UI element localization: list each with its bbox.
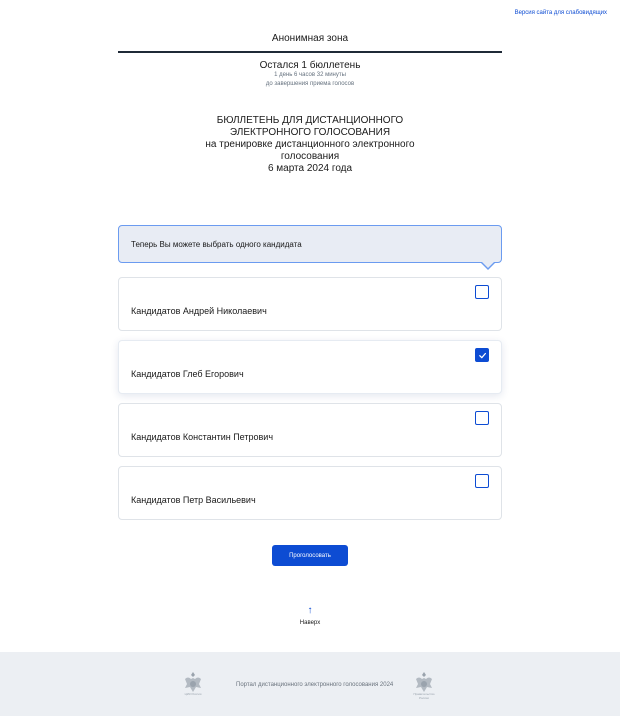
footer-text: Портал дистанционного электронного голосования 2024 [236, 682, 394, 688]
scroll-to-top-link[interactable] [290, 606, 330, 626]
candidate-option[interactable] [118, 340, 502, 394]
candidate-name: Кандидатов Константин Петрович [131, 432, 274, 442]
remaining-ballots-title: Остался 1 бюллетень [259, 60, 361, 71]
ballot-heading-line: ЭЛЕКТРОННОГО ГОЛОСОВАНИЯ [229, 127, 391, 138]
zone-divider [118, 51, 502, 53]
candidate-checkbox[interactable] [475, 474, 489, 488]
scroll-to-top-label: Наверх [299, 620, 321, 626]
footer [0, 652, 620, 716]
zone-title: Анонимная зона [271, 33, 349, 44]
candidate-checkbox[interactable] [475, 285, 489, 299]
ballot-heading-line: голосования [280, 151, 340, 162]
checkmark-icon [478, 351, 487, 360]
candidate-checkbox[interactable] [475, 411, 489, 425]
candidate-checkbox[interactable] [475, 348, 489, 362]
time-left-text: 1 день 6 часов 32 минуты [274, 72, 346, 78]
vote-button[interactable]: Проголосовать [272, 545, 348, 566]
candidate-option[interactable] [118, 277, 502, 331]
ballot-heading [118, 115, 502, 175]
candidate-name: Кандидатов Андрей Николаевич [131, 306, 267, 316]
candidate-name: Кандидатов Глеб Егорович [131, 369, 244, 379]
candidate-name: Кандидатов Петр Васильевич [131, 495, 256, 505]
arrow-up-icon: ↑ [307, 605, 313, 616]
accessibility-version-link[interactable]: Версия сайта для слабовидящих [514, 10, 607, 16]
time-left-caption: до завершения приема голосов [265, 81, 355, 87]
candidate-option[interactable] [118, 403, 502, 457]
selection-hint [118, 225, 502, 263]
left-emblem-caption: ЦИК России [184, 692, 202, 696]
ballot-heading-line: на тренировке дистанционного электронного [205, 139, 415, 150]
ballot-heading-line: БЮЛЛЕТЕНЬ ДЛЯ ДИСТАНЦИОННОГО [216, 115, 404, 126]
remaining-ballots-block [118, 60, 502, 89]
candidate-option[interactable] [118, 466, 502, 520]
hint-pointer-fill [481, 261, 495, 268]
selection-hint-text: Теперь Вы можете выбрать одного кандидата [131, 239, 302, 249]
right-emblem-caption: Правительство России [413, 692, 435, 700]
ballot-date: 6 марта 2024 года [267, 163, 353, 174]
